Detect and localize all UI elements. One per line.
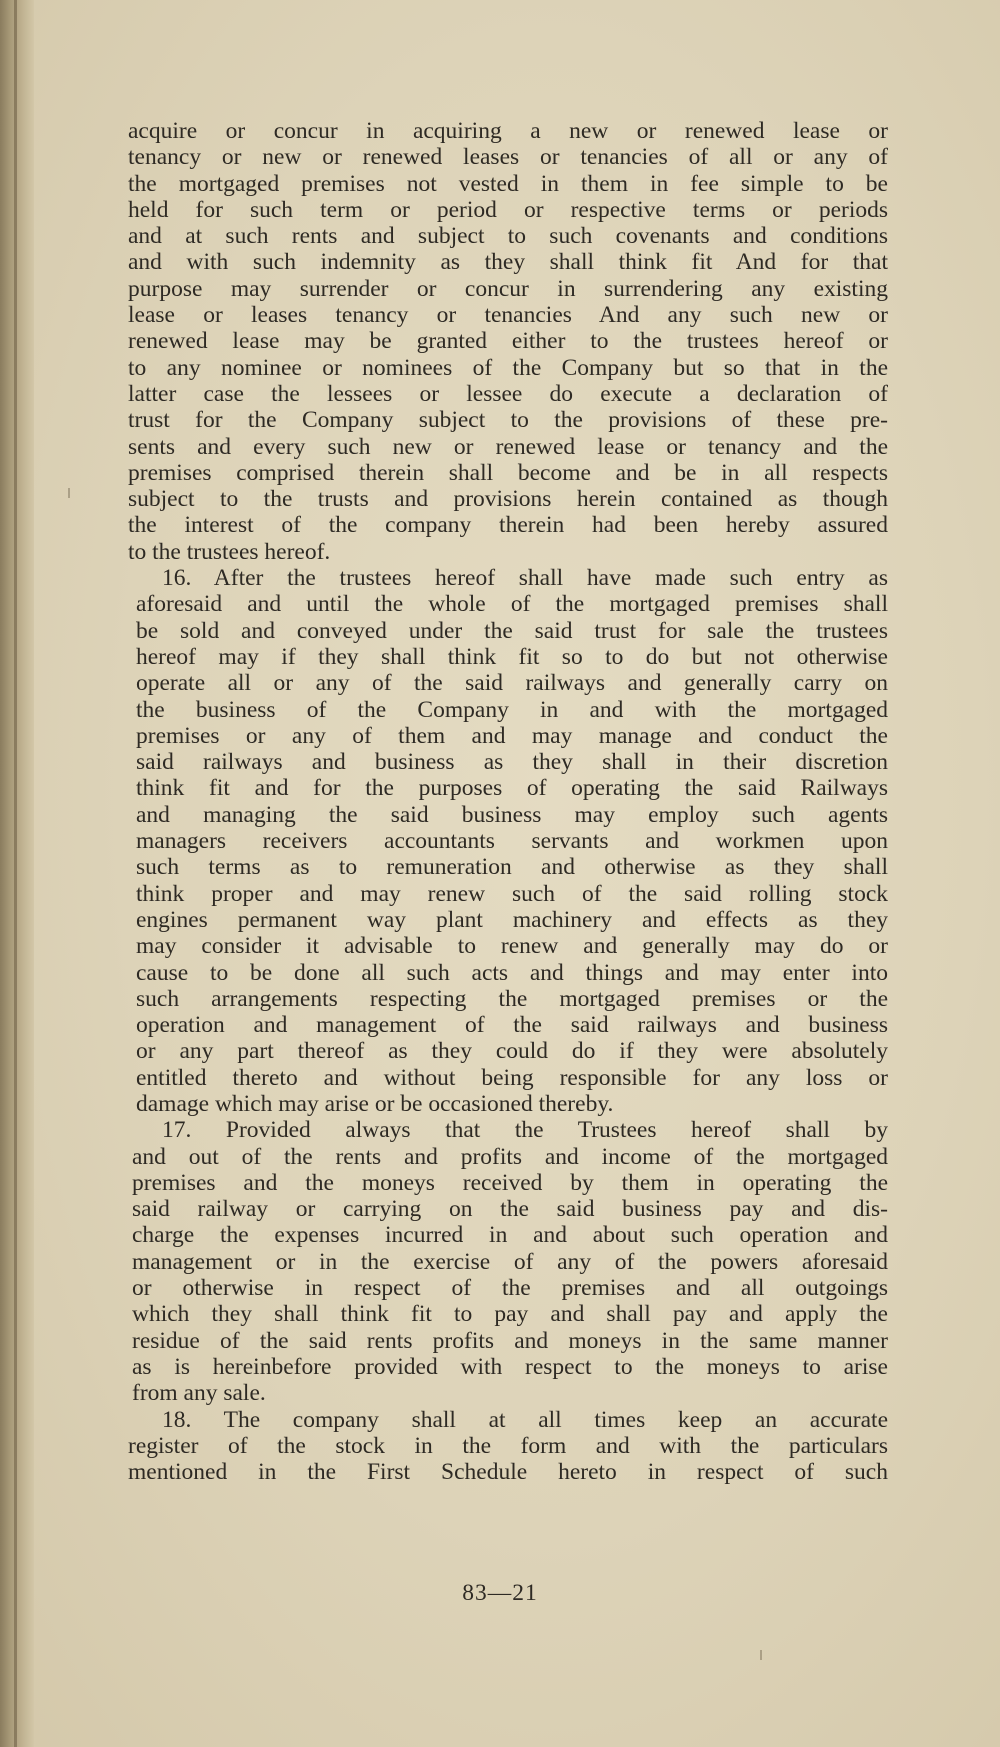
text-line: said railway or carrying on the said business pay and dis- <box>132 1196 888 1223</box>
paper-mark <box>68 488 70 498</box>
text-line: managers receivers accountants servants and workmen upon <box>136 828 888 855</box>
binding-line <box>14 0 17 1747</box>
body-text <box>128 118 888 1485</box>
text-line: entitled thereto and without being responsible for any loss or <box>136 1064 888 1091</box>
text-line: operation and management of the said railways and business <box>136 1012 888 1039</box>
text-line: subject to the trusts and provisions herein contained as though <box>128 486 888 513</box>
text-line: said railways and business as they shall in their discretion <box>136 749 888 776</box>
text-line: be sold and conveyed under the said trust for sale the trustees <box>136 617 888 644</box>
text-line: think proper and may renew such of the said rolling stock <box>136 880 888 907</box>
text-line: acquire or concur in acquiring a new or renewed lease or <box>128 118 888 144</box>
book-spine-edge <box>0 0 34 1747</box>
text-line: think fit and for the purposes of operating the said Railways <box>136 775 888 802</box>
text-line: tenancy or new or renewed leases or tenancies of all or any of <box>128 144 888 171</box>
page-number: 83—21 <box>462 1580 538 1606</box>
text-line: premises and the moneys received by them in operating the <box>132 1169 888 1196</box>
text-line: and out of the rents and profits and income of the mortgaged <box>132 1143 888 1170</box>
text-line: such arrangements respecting the mortgaged premises or the <box>136 985 888 1012</box>
text-line: aforesaid and until the whole of the mortgaged premises shall <box>136 591 888 618</box>
text-line: the interest of the company therein had been hereby assured <box>128 512 888 539</box>
text-line: latter case the lessees or lessee do execute a declaration of <box>128 380 888 407</box>
text-line: damage which may arise or be occasioned thereby. <box>136 1090 614 1117</box>
text-line: to any nominee or nominees of the Company but so that in the <box>128 354 888 381</box>
text-line: may consider it advisable to renew and generally may do or <box>136 933 888 960</box>
text-line: from any sale. <box>132 1380 266 1407</box>
text-line: or otherwise in respect of the premises and all outgoings <box>132 1275 888 1302</box>
text-line: residue of the said rents profits and moneys in the same manner <box>132 1327 888 1354</box>
text-line: or any part thereof as they could do if they were absolutely <box>136 1038 888 1065</box>
text-line: to the trustees hereof. <box>128 538 331 565</box>
paragraph-18-start: 18. The company shall at all times keep an accurate <box>162 1406 888 1433</box>
text-line: operate all or any of the said railways and generally carry on <box>136 670 888 697</box>
text-line: trust for the Company subject to the provisions of these pre- <box>128 407 888 434</box>
text-line: as is hereinbefore provided with respect to the moneys to arise <box>132 1353 888 1380</box>
text-line: premises comprised therein shall become and be in all respects <box>128 459 888 486</box>
text-line: management or in the exercise of any of the powers aforesaid <box>132 1248 888 1275</box>
paragraph-16-start: 16. After the trustees hereof shall have made such entry as <box>162 565 888 592</box>
text-line: and at such rents and subject to such covenants and conditions <box>128 223 888 250</box>
text-line: mentioned in the First Schedule hereto in respect of such <box>128 1459 888 1486</box>
text-line: renewed lease may be granted either to the trustees hereof or <box>128 328 888 355</box>
paragraph-17-start: 17. Provided always that the Trustees hereof shall by <box>162 1117 888 1144</box>
text-line: lease or leases tenancy or tenancies And any such new or <box>128 302 888 329</box>
text-line: which they shall think fit to pay and shall pay and apply the <box>132 1301 888 1328</box>
text-line: such terms as to remuneration and otherwise as they shall <box>136 854 888 881</box>
text-line: the business of the Company in and with the mortgaged <box>136 696 888 723</box>
text-line: hereof may if they shall think fit so to do but not otherwise <box>136 643 888 670</box>
text-line: the mortgaged premises not vested in them in fee simple to be <box>128 170 888 197</box>
text-line: held for such term or period or respective terms or periods <box>128 196 888 223</box>
paper-mark <box>760 1650 762 1660</box>
text-line: purpose may surrender or concur in surrendering any existing <box>128 275 888 302</box>
text-line: and managing the said business may employ such agents <box>136 801 888 828</box>
text-line: cause to be done all such acts and things and may enter into <box>136 959 888 986</box>
text-line: register of the stock in the form and with the particulars <box>128 1432 888 1459</box>
text-line: engines permanent way plant machinery and effects as they <box>136 906 888 933</box>
text-line: sents and every such new or renewed lease or tenancy and the <box>128 433 888 460</box>
text-line: and with such indemnity as they shall think fit And for that <box>128 249 888 276</box>
text-line: charge the expenses incurred in and about such operation and <box>132 1222 888 1249</box>
text-line: premises or any of them and may manage and conduct the <box>136 722 888 749</box>
